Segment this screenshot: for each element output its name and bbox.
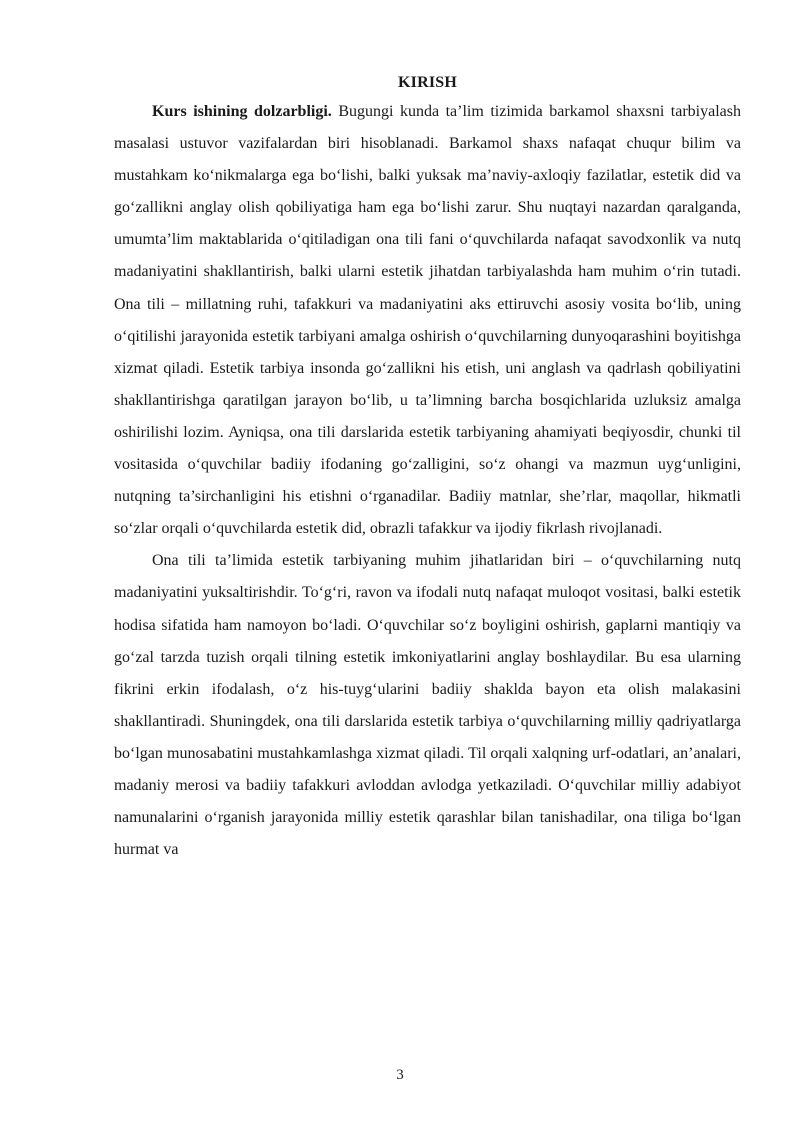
paragraph-text: Bugungi kunda ta’lim tizimida barkamol shaxsni tarbiyalash masalasi ustuvor vazifalardan biri hisoblanadi. Barkamol shaxs nafaqat chuqur bilim va mustahkam ko‘nikmalarga ega bo‘lishi, balki yuksak ma’naviy-axloqiy fazilatlar, estetik did va go‘zallikni anglay olish qobiliyatiga ham ega bo‘lishi zarur. Shu nuqtayi nazardan qaralganda, umumta’lim maktablarida o‘qitiladigan ona tili fani o‘quvchilarda nafaqat savodxonlik va nutq madaniyatini shakllantirish, balki ularni estetik jihatdan tarbiyalashda ham muhim o‘rin tutadi. Ona tili – millatning ruhi, tafakkuri va madaniyatini aks ettiruvchi asosiy vosita bo‘lib, uning o‘qitilishi jarayonida estetik tarbiyani amalga oshirish o‘quvchilarning dunyoqarashini boyitishga xizmat qiladi. Estetik tarbiya insonda go‘zallikni his etish, uni anglash va qadrlash qobiliyatini shakllantirishga qaratilgan jarayon bo‘lib, u ta’limning barcha bosqichlarida uzluksiz amalga oshirilishi lozim. Ayniqsa, ona tili darslarida estetik tarbiyaning ahamiyati beqiyosdir, chunki til vositasida o‘quvchilar badiiy ifodaning go‘zalligini, so‘z ohangi va mazmun uyg‘unligini, nutqning ta’sirchanligini his etishni o‘rganadilar. Badiiy matnlar, she’rlar, maqollar, hikmatli so‘zlar orqali o‘quvchilarda estetik did, obrazli tafakkur va ijodiy fikrlash rivojlanadi. xyxy=(114,103,741,538)
document-page xyxy=(114,72,741,866)
page-number: 3 xyxy=(396,1067,404,1083)
paragraph-lead: Kurs ishining dolzarbligi. xyxy=(152,103,332,120)
paragraph-relevance xyxy=(114,96,741,545)
paragraph-speech-culture xyxy=(114,545,741,866)
section-heading: KIRISH xyxy=(398,74,457,91)
paragraph-text: Ona tili ta’limida estetik tarbiyaning muhim jihatlaridan biri – o‘quvchilarning nutq madaniyatini yuksaltirishdir. To‘g‘ri, ravon va ifodali nutq nafaqat muloqot vositasi, balki estetik hodisa sifatida ham namoyon bo‘ladi. O‘quvchilar so‘z boyligini oshirish, gaplarni mantiqiy va go‘zal tarzda tuzish orqali tilning estetik imkoniyatlarini anglay boshlaydilar. Bu esa ularning fikrini erkin ifodalash, o‘z his-tuyg‘ularini badiiy shaklda bayon eta olish malakasini shakllantiradi. Shuningdek, ona tili darslarida estetik tarbiya o‘quvchilarning milliy qadriyatlarga bo‘lgan munosabatini mustahkamlashga xizmat qiladi. Til orqali xalqning urf-odatlari, an’analari, madaniy merosi va badiiy tafakkuri avloddan avlodga yetkaziladi. O‘quvchilar milliy adabiyot namunalarini o‘rganish jarayonida milliy estetik qarashlar bilan tanishadilar, ona tiliga bo‘lgan hurmat va xyxy=(114,552,741,859)
